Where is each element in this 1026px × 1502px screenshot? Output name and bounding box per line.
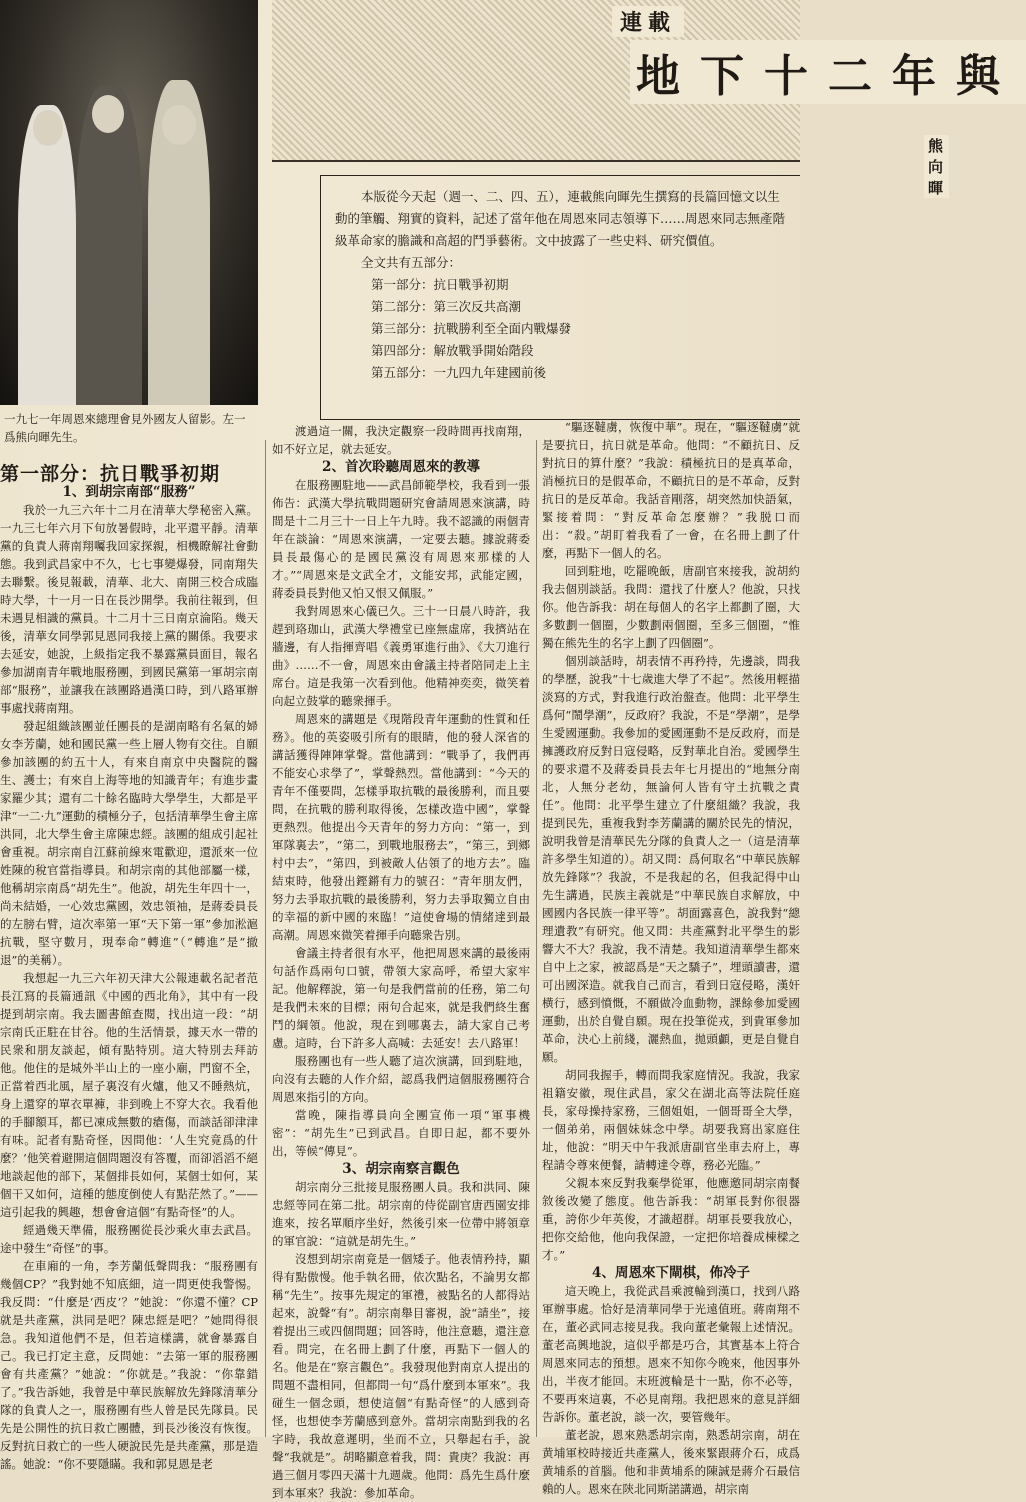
body-paragraph: 這天晚上，我從武昌乘渡輪到漢口，找到八路軍辦事處。恰好是清華同學于光遠值班。蔣南翔不在，董必武同志接見我。我向董老彙報上述情況。董老高興地說，這似乎都是巧合，其實基本上符合周恩來同志的預想。恩來不知你今晚來，他因事外出，半夜才能回。末班渡輪是十一點，你不必等，不要再來這裏，不必見南翔。我把恩來的意見詳細告訴你。董老說，談一次，要管幾年。	[542, 1284, 800, 1424]
title-banner	[272, 0, 1020, 197]
body-paragraph: 周恩來的講題是《現階段青年運動的性質和任務》。他的英姿吸引所有的眼睛，他的發人深省的講話獲得陣陣掌聲。當他講到：“戰爭了，我們再不能安心求學了”，掌聲熱烈。當他講到：“今天的青年不僅要問，怎樣爭取抗戰的最後勝利，而且要問，在抗戰的勝利取得後，怎樣改造中國”，掌聲更熱烈。他提出今天青年的努力方向：“第一，到軍隊裏去”，“第二，到戰地服務去”，“第三，到鄉村中去”，“第四，到被敵人佔領了的地方去”。臨結束時，他發出鏗鏘有力的號召：“青年朋友們，努力去爭取抗戰的最後勝利，努力去爭取獨立自由的幸福的新中國的來臨！”這使會場的情緒達到最高潮。周恩來微笑着揮手向聽衆告別。	[272, 712, 530, 942]
section-heading: 2、首次聆聽周恩來的教導	[322, 459, 480, 475]
part-item: 第二部分：第三次反共高潮	[371, 299, 522, 314]
body-paragraph: 經過幾天準備，服務團從長沙乘火車去武昌。途中發生“奇怪”的事。	[0, 1223, 258, 1255]
body-paragraph: 胡同我握手，轉而問我家庭情況。我說，我家祖籍安徽，現住武昌，家父在湖北高等法院任庭長，家母操持家務，三個姐姐，一個哥哥全大學，一個弟弟，兩個妹妹念中學。胡要我寫出家庭住址，他說：“明天中午我派唐副官坐車去府上，專程請令尊來便餐，請轉達令尊，務必光臨。”	[542, 1068, 800, 1172]
photo-head-middle	[92, 95, 124, 133]
intro-parts-heading: 全文共有五部分：	[361, 255, 462, 270]
part-item: 第一部分：抗日戰爭初期	[371, 277, 509, 292]
body-paragraph: 當晚，陳指導員向全團宣佈一項“軍事機密”：“胡先生”已到武昌。自即日起，都不要外出，等候“傳見”。	[272, 1108, 530, 1158]
body-paragraph: 我對周恩來心儀已久。三十一日晨八時許，我趕到珞珈山，武漢大學禮堂已座無虛席，我擠站在牆邊，有人指揮齊唱《義勇軍進行曲》、《大刀進行曲》……不一會，周恩來由會議主持者陪同走上主席台。這是我第一次看到他。他精神奕奕，微笑着向起立鼓掌的聽衆揮手。	[272, 604, 530, 708]
body-paragraph: 發起組織該團並任團長的是湖南略有名氣的婦女李芳蘭，她和國民黨一些上層人物有交往。自願參加該團的約五十人，有來自南京中央醫院的醫生、護士；有來自上海等地的知識青年；有進步畫家羅少其；還有二十餘名臨時大學學生，大都是平津“一二·九”運動的積極分子，包括清華學生會主席洪同，北大學生會主席陳忠經。該團的組成引起社會重視。胡宗南自江蘇前線來電歡迎，還派來一位姓陳的稅官當指導員。和胡宗南的其他部屬一樣，他稱胡宗南爲“胡先生”。他說，胡先生年四十一，尚未結婚，一心效忠黨國，效忠領袖，是蔣委員長的左膀右臂，這次率第一軍“天下第一軍”參加淞滬抗戰，堅守數月，現奉命“轉進”（“轉進”是“撤退”的美稱）。	[0, 719, 258, 967]
parts-list	[335, 274, 792, 384]
article-column-3	[542, 418, 800, 1496]
body-paragraph: 在車廂的一角，李芳蘭低聲問我：“服務團有幾個CP？”我對她不知底細，這一問更使我警惕。我反問：“什麼是‘西皮’？”她說：“你還不懂？CP就是共產黨，洪同是吧？陳忠經是吧？”她問得很急。我知道他們不是，但若這樣講，就會暴露自己。我已打定主意，反問她：“去第一軍的服務團會有共產黨？”她說：“你就是。”我說：“你靠錯了。”我告訴她，我曾是中華民族解放先鋒隊清華分隊的負責人之一，服務團有些人曾是民先隊員。民先是公開性的抗日救亡團體，到長沙後沒有恢復。反對抗日救亡的一些人硬說民先是共產黨，那是造謠。她說：“你不要隱瞞。我和郭見恩是老	[0, 1259, 258, 1471]
body-paragraph: 我於一九三六年十二月在清華大學秘密入黨。一九三七年六月下旬放暑假時，北平還平靜。清華黨的負責人蔣南翔囑我回家探親，相機瞭解社會動態。我到武昌家中不久，七七事變爆發，同南翔失去聯繫。後見報載，清華、北大、南開三校合成臨時大學，十一月一日在長沙開學。我前往報到，但未遇見相識的黨員。十二月十三日南京淪陷。幾天後，清華女同學郭見恩同我接上黨的關係。我要求去延安，她說，上級指定我不暴露黨員面目，報名參加湖南青年戰地服務團，到國民黨第一軍胡宗南部“服務”，並讓我在該團路過漢口時，到八路軍辦事處找蔣南翔。	[0, 503, 258, 715]
author-name: 熊向暉	[924, 135, 949, 198]
photo-figure-middle	[76, 85, 142, 405]
body-paragraph: 渡過這一關，我決定觀察一段時間再找南翔，如不好立足，就去延安。	[272, 424, 530, 456]
photo-head-left	[33, 110, 63, 146]
intro-box	[320, 175, 800, 420]
photograph	[0, 0, 258, 405]
column-divider	[265, 440, 266, 1437]
intro-paragraph: 本版從今天起（週一、二、四、五），連載熊向暉先生撰寫的長篇回憶文以生動的筆觸、翔實的資料，記述了當年他在周恩來同志領導下……周恩來同志無產階級革命家的膽識和高超的鬥爭藝術。文中披露了一些史料、研究價值。	[335, 189, 786, 248]
body-paragraph: 我想起一九三六年初天津大公報連載名記者范長江寫的長篇通訊《中國的西北角》，其中有一段提到胡宗南。我去圖書館查閱，找出這一段：“胡宗南氏正駐在甘谷。他的生活情景，據天水一帶的民衆和朋友談起，傾有點特別。這大特別去拜訪他。他住的是城外半山上的一座小廟，門窗不全，正當着西北風，屋子裏沒有火爐，他又不睡熱炕，身上還穿的單衣單褲，非到晚上不穿大衣。我看他的手腳額耳，都已凍成無數的瘡傷，而談話卻津津有味。記者有點奇怪，因問他：‘人生究竟爲的什麼？’他笑着避開這個問題沒有答覆，而卻滔滔不絕地談起他的部下，某個排長如何，某個士如何，某個干又如何，這種的態度倒使人有點茫然了。”——這引起我的興趣，想會會這個“有點奇怪”的人。	[0, 971, 258, 1219]
body-paragraph: 會議主持者很有水平，他把周恩來講的最後兩句話作爲兩句口號，帶領大家高呼，希望大家牢記。他解釋說，第一句是我們當前的任務，第二句是我們未來的目標；兩句合起來，就是我們終生奮鬥的綱領。他說，現在到哪裏去，請大家自己考慮。這時，台下許多人高喊：去延安！去八路軍！	[272, 946, 530, 1050]
photo-caption: 一九七一年周恩來總理會見外國友人留影。左一爲熊向暉先生。	[4, 412, 246, 444]
body-paragraph: 父親本來反對我棄學從軍，他應邀同胡宗南餐敘後改變了態度。他告訴我：“胡軍長對你很器重，誇你少年英俊，才識超群。胡軍長要我放心，把你交給他，他向我保證，一定把你培養成棟樑之才。”	[542, 1176, 800, 1262]
article-column-1	[0, 463, 258, 1471]
body-paragraph: 胡宗南分三批接見服務團人員。我和洪同、陳忠經等同在第二批。胡宗南的侍從副官唐西園安排進來，按名單順序坐好，然後引來一位帶中將領章的軍官說：“這就是胡先生。”	[272, 1180, 530, 1248]
part-heading: 第一部分：抗日戰爭初期	[0, 463, 221, 485]
body-paragraph: 個別談話時，胡表情不再矜持，先邊談，問我的學歷，說我“十七歲進大學了不起”。然後用輕描淡寫的方式，對我進行政治盤查。他問：北平學生爲何“鬧學潮”，反政府？我說，不是“學潮”，是學生愛國運動。我參加的愛國運動不是反政府，而是擁護政府反對日寇侵略，反對華北自治。愛國學生的要求還不及蔣委員長去年七月提出的“地無分南北，人無分老幼，無論何人皆有守土抗戰之責任”。他問：北平學生建立了什麼組織？我說，我提到民先，重複我對李芳蘭講的關於民先的情況，說明我曾是清華民先分隊的負責人之一（這是清華許多學生知道的）。胡又問：爲何取名“中華民族解放先鋒隊”？我說，不是我起的名，但我記得中山先生講過，民族主義就是“中華民族自求解放，中國國内各民族一律平等”。胡面露喜色，說我對“總理遺教”有研究。他又問：共產黨對北平學生的影響大不大？我說，我不清楚。我知道清華學生都來自中上之家，被認爲是“天之驕子”，埋頭讀書，還可出國深造。就我自己而言，看到日寇侵略，漢奸横行，感到憤慨，不願做冷血動物，課餘參加愛國運動，出於自覺自願。現在投筆從戎，到貴軍參加革命，決心上前綫，灑熱血，拋頭顱，更是自覺自願。	[542, 654, 800, 1064]
photo-head-right	[162, 105, 196, 145]
body-paragraph: 服務團也有一些人聽了這次演講，回到駐地，向沒有去聽的人作介紹，認爲我們這個服務團符合周恩來指引的方向。	[272, 1054, 530, 1104]
article-title: 地下十二年與	[630, 40, 1026, 104]
body-paragraph: 在服務團駐地——武昌師範學校，我看到一張佈告：武漢大學抗戰問題研究會請周恩來演講，時間是十二月三十一日上午九時。我不認識的兩個青年在談論：“周恩來演講，一定要去聽。據說蔣委員長最傷心的是國民黨沒有周恩來那樣的人才。”“周恩來是文武全才，文能安邦，武能定國，蔣委員長對他又怕又恨又佩服。”	[272, 478, 530, 600]
section-heading: 3、胡宗南察言觀色	[342, 1161, 460, 1177]
section-heading: 1、到胡宗南部“服務”	[62, 484, 196, 500]
section-heading: 4、周恩來下閘棋，佈冷子	[592, 1265, 750, 1281]
article-column-2	[272, 422, 530, 1500]
body-paragraph: “驅逐韃虜，恢復中華”。現在，“驅逐韃虜”就是要抗日，抗日就是革命。他問：“不顧抗日、反對抗日的算什麼？”我說：積極抗日的是真革命，消極抗日的是假革命，不顧抗日的是不革命，反對抗日的是反革命。我話音剛落，胡突然加快語氣，緊接着問：“對反革命怎麼辦？”我脱口而出：“殺。”胡盯着我看了一會，在名冊上劃了什麼，再點下一個人的名。	[542, 420, 800, 560]
serial-label: 連載	[612, 6, 684, 37]
body-paragraph: 沒想到胡宗南竟是一個矮子。他表情矜持，顯得有點傲慢。他手執名冊，依次點名，不論男女都稱“先生”。按事先規定的軍禮，被點名的人都得站起來，說聲“有”。胡宗南舉目審視，說“請坐”，接着提出三或四個問題；回答時，他注意聽，還注意看。問完，在名冊上劃了什麼，再點下一個人的名。他是在“察言觀色”。我發現他對南京人提出的問題不盡相同，但都問一句“爲什麼到本軍來”。我碰生一個念頭，想使這個“有點奇怪”的人感到奇怪，也想使李芳蘭感到意外。當胡宗南點到我的名字時，我故意遲明，坐而不立，只舉起右手，說聲“我就是”。胡略顯意着我，問：貴庚？我說：再過三個月零四天滿十九週歲。他問：爲先生爲什麼到本軍來？我說：參加革命。	[272, 1252, 530, 1500]
photo-figure-left	[18, 105, 76, 405]
part-item: 第四部分：解放戰爭開始階段	[371, 343, 534, 358]
body-paragraph: 回到駐地，吃罷晚飯，唐副官來接我，說胡約我去個別談話。我問：還找了什麼人？他說，只找你。他告訴我：胡在每個人的名字上都劃了圈，大多數劃一個圈，少數劃兩個圈，至多三個圈，“惟獨在熊先生的名字上劃了四個圈”。	[542, 564, 800, 650]
column-divider	[536, 440, 537, 1437]
part-item: 第三部分：抗戰勝利至全面内戰爆發	[371, 321, 572, 336]
body-paragraph: 董老說，恩來熟悉胡宗南，熟悉胡宗南，胡在黄埔軍校時接近共產黨人，後來緊跟蔣介石，成爲黄埔系的首腦。他和非黄埔系的陳誠是蔣介石最信賴的人。恩來在陝北同斯諾講過，胡宗南	[542, 1428, 800, 1496]
part-item: 第五部分：一九四九年建國前後	[371, 365, 547, 380]
